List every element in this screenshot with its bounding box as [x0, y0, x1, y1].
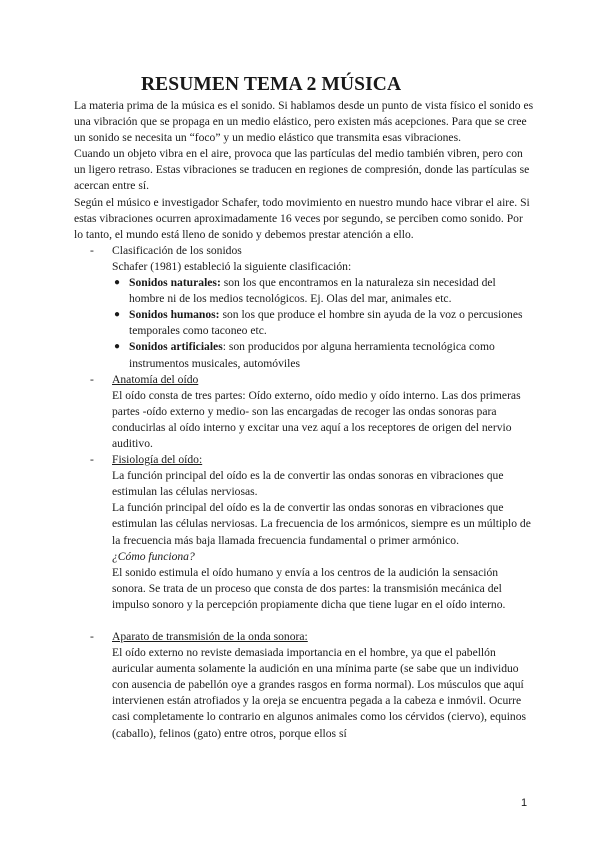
- bullet-text: : son producidos por alguna herramienta tecnológica como instrumentos musicales, automóviles: [129, 340, 495, 370]
- dash-marker: -: [90, 243, 94, 257]
- section-text: La función principal del oído es la de convertir las ondas sonoras en vibraciones que estimulan las células nerviosas.: [112, 469, 504, 499]
- intro-paragraph-3: Según el músico e investigador Schafer, todo movimiento en nuestro mundo hace vibrar el aire. Si estas vibraciones ocurren aproximadamente 16 veces por segundo, se perciben como sonido. Por lo tanto, el mundo está lleno de sonido y debemos prestar atención a ello.: [74, 195, 530, 241]
- dash-marker: -: [90, 453, 94, 467]
- section-clasificacion: [74, 243, 534, 372]
- section-text: El sonido estimula el oído humano y envía a los centros de la audición la sensación sonora. Se trata de un proceso que consta de dos partes: la transmisión mecánica del impulso sonoro y la percepción propiamente dicha que tiene lugar en el oído interno.: [112, 565, 506, 611]
- bullet-term: Sonidos artificiales: [129, 340, 223, 354]
- section-text: El oído externo no reviste demasiada importancia en el hombre, ya que el pabellón auricular aumenta solamente la audición en una mínima parte (se sabe que un individuo con ausencia de pabellón oye a grandes rasgos en forma normal). Los músculos que aquí intervienen están atrofiados y la oreja se encuentra pegada a la cabeza e inmóvil. Ocurre casi completamente lo contrario en algunos animales como los cérvidos (ciervo), equinos (caballo), felinos (gato) entre otros, porque ellos sí: [112, 646, 527, 740]
- bullet-term: Sonidos naturales:: [129, 276, 221, 290]
- section-aparato: [74, 629, 534, 742]
- intro-paragraph-1: La materia prima de la música es el sonido. Si hablamos desde un punto de vista físico el sonido es una vibración que se propaga en un medio elástico, pero existen más acepciones. Para que se cree un sonido se necesita un “foco” y un medio elástico que transmita esas vibraciones.: [74, 99, 534, 145]
- bullet-text: son los que produce el hombre sin ayuda de la voz o percusiones temporales como taconeo etc.: [129, 308, 523, 338]
- section-heading: Clasificación de los sonidos: [112, 243, 242, 257]
- page-title: RESUMEN TEMA 2 MÚSICA: [141, 74, 402, 95]
- list-item: [112, 339, 534, 371]
- bullet-icon: ●: [114, 309, 121, 321]
- list-item: [112, 307, 534, 339]
- section-anatomia: [74, 372, 534, 452]
- section-text: La función principal del oído es la de convertir las ondas sonoras en vibraciones que estimulan las células nerviosas. La frecuencia de los armónicos, siempre es un múltiplo de la frecuencia más baja llamada frecuencia fundamental o primer armónico.: [112, 501, 531, 547]
- document-body: [74, 98, 534, 742]
- spacer: [74, 613, 534, 629]
- bullet-icon: ●: [114, 277, 121, 289]
- bullet-text: son los que encontramos en la naturaleza sin necesidad del hombre ni de los medios tecnológicos. Ej. Olas del mar, animales etc.: [129, 276, 496, 306]
- section-heading: Fisiología del oído:: [112, 453, 203, 467]
- bullet-icon: ●: [114, 341, 121, 353]
- dash-marker: -: [90, 372, 94, 386]
- section-heading: Aparato de transmisión de la onda sonora:: [112, 630, 308, 643]
- intro-paragraph-2: Cuando un objeto vibra en el aire, provoca que las partículas del medio también vibren, pero con un ligero retraso. Estas vibraciones se traducen en regiones de compresión, donde las partículas se acercan entre sí.: [74, 147, 530, 193]
- section-heading: Anatomía del oído: [112, 372, 199, 386]
- section-lead: Schafer (1981) estableció la siguiente clasificación:: [112, 259, 352, 273]
- section-question: ¿Cómo funciona?: [112, 549, 195, 563]
- section-text: El oído consta de tres partes: Oído externo, oído medio y oído interno. Las dos primeras partes -oído externo y medio- son las encargadas de recoger las ondas sonoras para conducirlas al oído interno y excitar una vez aquí a los receptores de origen del nervio auditivo.: [112, 388, 521, 450]
- bullet-term: Sonidos humanos:: [129, 308, 220, 322]
- list-item: [112, 275, 534, 307]
- section-fisiologia: [74, 452, 534, 613]
- dash-marker: -: [90, 630, 94, 643]
- page-number: 1: [521, 797, 528, 809]
